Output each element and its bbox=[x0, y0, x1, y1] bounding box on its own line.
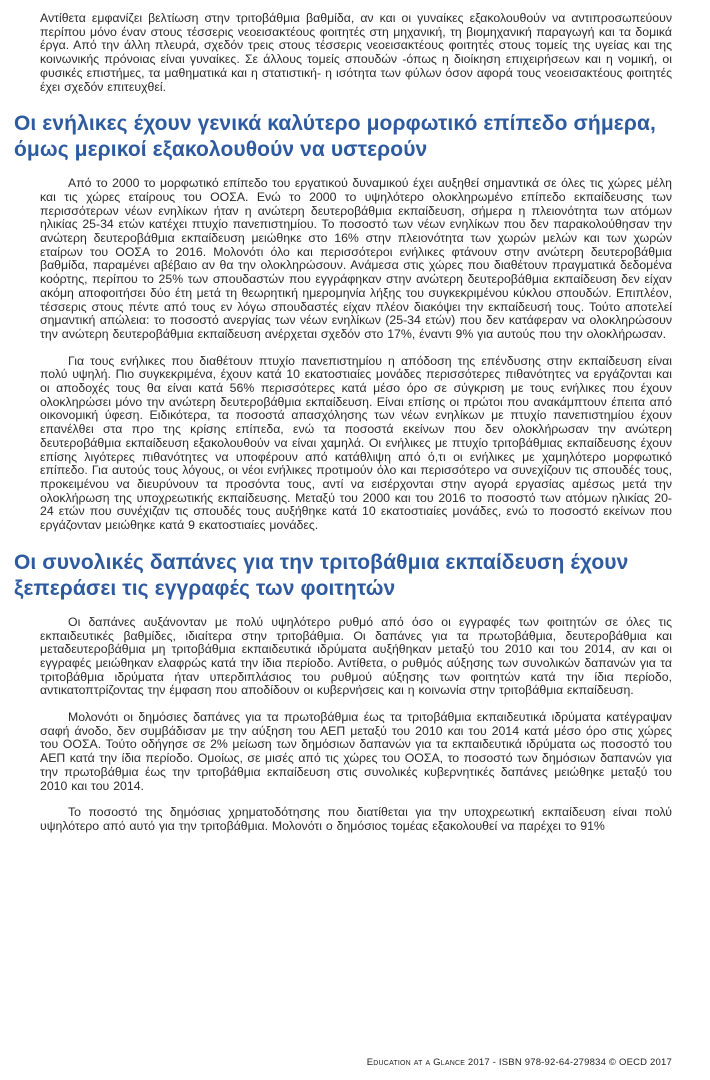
paragraph: Οι δαπάνες αυξάνονταν με πολύ υψηλότερο ρυθμό από όσο οι εγγραφές των φοιτητών σε όλες τις εκπαιδευτικές βαθμίδες, ιδιαίτερα στην τριτοβάθμια. Οι δαπάνες για τα πρωτοβάθμια, δευτεροβάθμια και μεταδευτεροβάθμια μη τριτοβάθμια εκπαιδευτικά ιδρύματα αυξήθηκαν μεταξύ του 2010 και του 2014, αν και οι εγγραφές μειώθηκαν ελαφρώς κατά την ίδια περίοδο. Αντίθετα, ο ρυθμός αύξησης των συνολικών δαπανών για τα τριτοβάθμια ιδρύματα ήταν υπερδιπλάσιος του ρυθμού αύξησης των φοιτητών κατά την ίδια περίοδο, αντικατοπτρίζοντας την έμφαση που αποδίδουν οι κυβερνήσεις και η κοινωνία στην τριτοβάθμια εκπαίδευση. bbox=[40, 614, 672, 698]
paragraph: Μολονότι οι δημόσιες δαπάνες για τα πρωτοβάθμια έως τα τριτοβάθμια εκπαιδευτικά ιδρύματα κατέγραψαν σαφή άνοδο, δεν συμβάδισαν με την αύξηση του ΑΕΠ μεταξύ του 2010 και του 2014 κατά μέσο όρο στις χώρες του ΟΟΣΑ. Τούτο οδήγησε σε 2% μείωση των δημόσιων δαπανών για τα εκπαιδευτικά ιδρύματα ως ποσοστό του ΑΕΠ κατά την ίδια περίοδο. Ομοίως, σε μισές από τις χώρες του ΟΟΣΑ, το ποσοστό των δημόσιων δαπανών για την πρωτοβάθμια έως την τριτοβάθμια εκπαίδευση στις συνολικές κυβερνητικές δαπάνες μειώθηκε μεταξύ του 2010 και του 2014. bbox=[40, 710, 672, 793]
page-footer bbox=[367, 1057, 672, 1068]
footer-publication-title: Education at a Glance bbox=[366, 1057, 466, 1068]
document-content bbox=[14, 11, 672, 834]
section-adult-education bbox=[14, 111, 672, 533]
paragraph: Από το 2000 το μορφωτικό επίπεδο του εργατικού δυναμικού έχει αυξηθεί σημαντικά σε όλες τις χώρες μέλη και τις χώρες εταίρους του ΟΟΣΑ. Ενώ το 2000 το υψηλότερο ολοκληρωμένο επίπεδο εκπαίδευσης των περισσότερων νέων ενηλίκων ήταν η ανώτερη δευτεροβάθμια εκπαίδευση, σήμερα η πλειονότητα των ατόμων ηλικίας 25-34 ετών κατέχει πτυχίο πανεπιστημίου. Το ποσοστό των νέων ενηλίκων που δεν παρακολούθησαν την ανώτερη δευτεροβάθμια εκπαίδευση μειώθηκε στο 16% στην πλειονότητα των χωρών μελών και των χωρών εταίρων του ΟΟΣΑ το 2016. Μολονότι όλο και περισσότεροι ενήλικες φτάνουν στην ανώτερη δευτεροβάθμια βαθμίδα, παραμένει αβέβαιο αν θα την ολοκληρώσουν. Ανάμεσα στις χώρες που διαθέτουν πραγματικά δεδομένα κοόρτης, περίπου το 25% των σπουδαστών που εγγράφηκαν στην ανώτερη δευτεροβάθμια εκπαίδευση δεν είχαν ακόμη αποφοιτήσει δύο έτη μετά τη θεωρητική ημερομηνία λήξης του συγκεκριμένου κύκλου σπουδών. Επιπλέον, τέσσερις στους πέντε από τους εν λόγω σπουδαστές είχαν πλέον διακόψει την εκπαίδευσή τους. Τούτο αποτελεί σημαντική απώλεια: το ποσοστό ανεργίας των νέων ενηλίκων (25-34 ετών) που δεν κατάφεραν να ολοκληρώσουν την ανώτερη δευτεροβάθμια εκπαίδευση ανέρχεται σχεδόν στο 17%, έναντι 9% για αυτούς που την ολοκλήρωσαν. bbox=[40, 176, 672, 341]
section-heading-tertiary-spending: Οι συνολικές δαπάνες για την τριτοβάθμια εκπαίδευση έχουν ξεπεράσει τις εγγραφές των φοιτητών bbox=[14, 550, 629, 600]
paragraph: Για τους ενήλικες που διαθέτουν πτυχίο πανεπιστημίου η απόδοση της επένδυσης στην εκπαίδευση είναι πολύ υψηλή. Πιο συγκεκριμένα, έχουν κατά 10 εκατοστιαίες μονάδες περισσότερες πιθανότητες να εργάζονται και οι αποδοχές τους θα είναι κατά 56% περισσότερες κατά μέσο όρο σε σύγκριση με τους ενήλικες που έχουν ολοκληρώσει μόνο την ανώτερη δευτεροβάθμια εκπαίδευση. Είναι επίσης οι πρώτοι που ανακάμπτουν έπειτα από οικονομική ύφεση. Ειδικότερα, τα ποσοστά απασχόλησης των νέων ενηλίκων με πτυχίο πανεπιστημίου έχουν επανέλθει στα προ της κρίσης επίπεδα, ενώ τα ποσοστά εκείνων που δεν ολοκλήρωσαν την ανώτερη δευτεροβάθμια εκπαίδευση εξακολουθούν να είναι χαμηλά. Οι ενήλικες με πτυχίο τριτοβάθμιας εκπαίδευσης έχουν επίσης λιγότερες πιθανότητες να υποφέρουν από κατάθλιψη από ό,τι οι ενήλικες με χαμηλότερο μορφωτικό επίπεδο. Για αυτούς τους λόγους, οι νέοι ενήλικες προτιμούν όλο και περισσότερο να συνεχίζουν τις σπουδές τους, προκειμένου να διευρύνουν τα προσόντα τους, αντί να εισέρχονται στην αγορά εργασίας αμέσως μετά την ολοκλήρωση της υποχρεωτικής εκπαίδευσης. Μεταξύ του 2000 και του 2016 το ποσοστό των ατόμων ηλικίας 20-24 ετών που συνέχιζαν τις σπουδές τους αυξήθηκε κατά 10 εκατοστιαίες μονάδες, ενώ το ποσοστό εκείνων που εργάζονταν μειώθηκε κατά 9 εκατοστιαίες μονάδες. bbox=[40, 353, 672, 533]
section-tertiary-spending bbox=[14, 550, 672, 834]
paragraph: Το ποσοστό της δημόσιας χρηματοδότησης που διατίθεται για την υποχρεωτική εκπαίδευση είναι πολύ υψηλότερο από αυτό για την τριτοβάθμια. Μολονότι ο δημόσιος τομέας εξακολουθεί να παρέχει το 91% bbox=[40, 805, 672, 833]
intro-paragraph: Αντίθετα εμφανίζει βελτίωση στην τριτοβάθμια βαθμίδα, αν και οι γυναίκες εξακολουθούν να αντιπροσωπεύουν περίπου μόνο έναν στους τέσσερις νεοεισακτέους φοιτητές στη μηχανική, τη βιομηχανική παραγωγή και τα δομικά έργα. Από την άλλη πλευρά, σχεδόν τρεις στους τέσσερις νεοεισακτέους φοιτητές στους τομείς της υγείας και της κοινωνικής πρόνοιας είναι γυναίκες. Σε άλλους τομείς σπουδών -όπως η διοίκηση επιχειρήσεων και η νομική, οι φυσικές επιστήμες, τα μαθηματικά και η στατιστική- η ισότητα των φύλων όσον αφορά τους νεοεισακτέους φοιτητές έχει σχεδόν επιτευχθεί. bbox=[40, 11, 672, 94]
section-heading-adult-education: Οι ενήλικες έχουν γενικά καλύτερο μορφωτικό επίπεδο σήμερα, όμως μερικοί εξακολουθούν να υστερούν bbox=[14, 112, 656, 162]
footer-isbn-copyright: 2017 - ISBN 978-92-64-279834 © OECD 2017 bbox=[465, 1057, 672, 1068]
